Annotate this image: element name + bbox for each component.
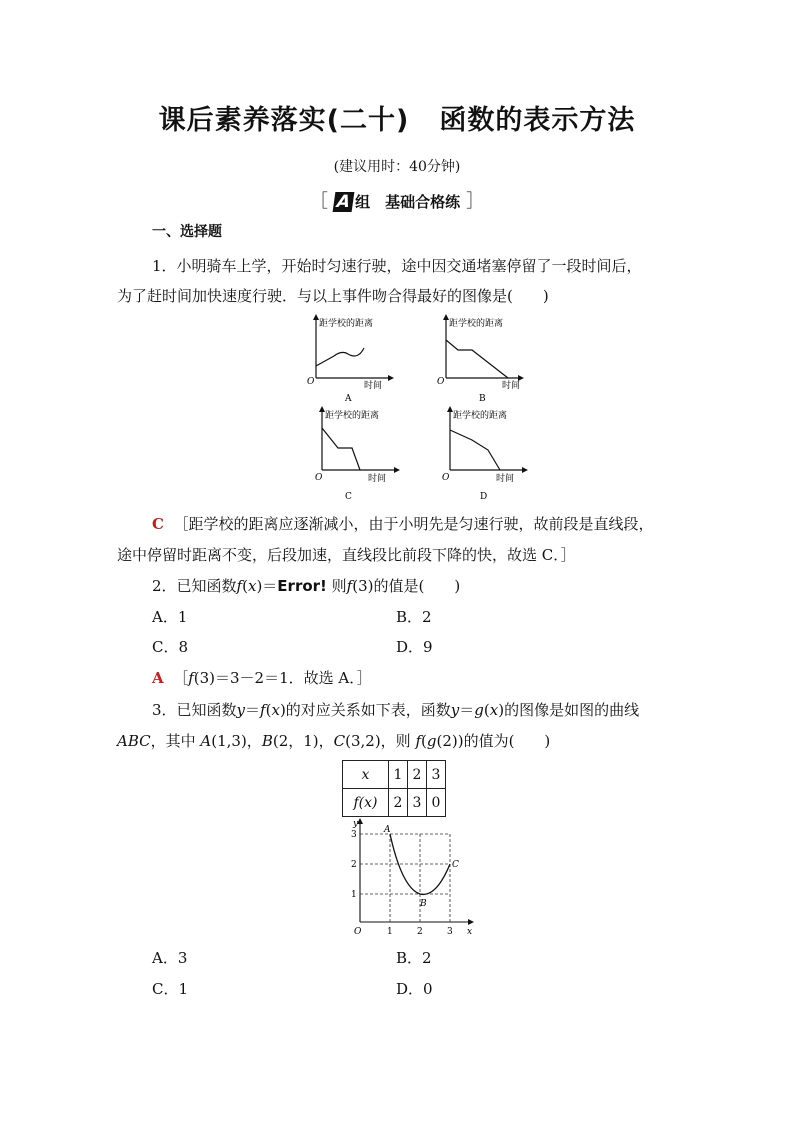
q3-graph-ylabel: y <box>353 819 359 829</box>
q3-s1e: ＝ <box>459 701 475 719</box>
q3-graph-xtick-2: 2 <box>417 927 423 937</box>
group-heading <box>0 187 794 213</box>
q1-graph-d <box>432 404 532 504</box>
graph-c-origin: O <box>315 473 323 483</box>
q3-s2c: (2，1)， <box>272 732 334 750</box>
q3-s1g2: )的图像是如图的曲线 <box>498 701 640 719</box>
q2-answer-line <box>152 668 372 688</box>
q2-stem-error: Error! <box>277 577 327 595</box>
q3-s2d: (3,2)，则 <box>345 732 416 750</box>
graph-b-ylabel: 距学校的距离 <box>449 319 504 329</box>
q1-graph-a <box>298 312 398 402</box>
q3-stem-line2 <box>117 731 550 751</box>
q3-s2B: B <box>261 732 273 750</box>
table-cell: 3 <box>427 761 446 789</box>
graph-b-origin: O <box>437 377 445 387</box>
q3-s2abc: ABC <box>117 732 151 750</box>
q3-option-d: D．0 <box>396 980 433 998</box>
graph-b-letter: B <box>479 394 486 402</box>
q1-stem-line1: 1．小明骑车上学，开始时匀速行驶，途中因交通堵塞停留了一段时间后， <box>152 257 642 275</box>
q2-stem-c: )＝ <box>256 577 278 595</box>
q2-stem-d: 则 <box>326 577 347 595</box>
q2-option-b: B．2 <box>396 608 432 626</box>
q3-s1f2: ( <box>483 701 490 719</box>
q2-option-a: A．1 <box>152 608 188 626</box>
graph-d-xlabel: 时间 <box>496 474 515 484</box>
q3-s2h: (2))的值为( ) <box>436 732 551 750</box>
q3-s2b: (1,3)， <box>211 732 262 750</box>
suggested-time: (建议用时：40分钟) <box>333 159 461 175</box>
graph-c-letter: C <box>345 492 352 502</box>
graph-a-letter: A <box>345 394 352 402</box>
group-letter: A <box>333 192 355 212</box>
q1-expl-1: ［距学校的距离应逐渐减小，由于小明先是匀速行驶，故前段是直线段， <box>173 515 654 533</box>
q3-s1y: y <box>236 701 246 719</box>
q3-graph-point-c: C <box>452 860 459 870</box>
q1-answer: C <box>152 515 164 533</box>
q2-stem-f3: f <box>346 577 353 595</box>
table-cell: 1 <box>389 761 408 789</box>
q3-s1f: f <box>260 701 266 719</box>
q3-function-table <box>342 760 446 817</box>
q3-s1g: g <box>474 701 484 719</box>
q1-graph-c <box>304 404 404 504</box>
table-cell: 2 <box>408 761 427 789</box>
q2-stem-f: f <box>236 577 243 595</box>
q3-s1y2: y <box>450 701 460 719</box>
group-bracket-right: ］ <box>466 191 485 212</box>
q3-option-b: B．2 <box>396 949 432 967</box>
q2-stem-a: 2．已知函数 <box>152 577 237 595</box>
q3-s2C: C <box>333 732 346 750</box>
q2-option-d: D．9 <box>396 638 433 656</box>
q3-graph-xtick-3: 3 <box>447 927 453 937</box>
q2-expl-f: f <box>188 669 194 687</box>
q3-s2A: A <box>200 732 212 750</box>
table-head-fx: f(x) <box>343 789 389 817</box>
graph-a-xlabel: 时间 <box>364 381 383 391</box>
table-row <box>343 789 446 817</box>
graph-a-ylabel: 距学校的距离 <box>319 319 374 329</box>
page-title <box>0 98 794 137</box>
q3-s2f: f <box>415 732 422 750</box>
q3-graph-origin: O <box>354 927 362 937</box>
q2-expl-open: ［ <box>173 669 189 687</box>
q3-graph-ytick-1: 1 <box>351 890 357 900</box>
q3-s1c: ( <box>265 701 272 719</box>
q1-graph-b <box>428 312 528 402</box>
graph-a-origin: O <box>307 377 315 387</box>
q3-graph-xlabel: x <box>467 927 473 937</box>
q3-s1x: x <box>271 701 280 719</box>
group-label: 组 基础合格练 <box>355 193 461 211</box>
graph-d-letter: D <box>480 492 488 502</box>
graph-d-origin: O <box>442 473 450 483</box>
graph-d-ylabel: 距学校的距离 <box>453 411 508 421</box>
q3-stem-line1 <box>152 700 639 720</box>
q3-s1x2: x <box>489 701 499 719</box>
q2-stem <box>152 576 460 596</box>
q3-graph-ytick-3: 3 <box>351 830 357 840</box>
table-cell: 2 <box>389 789 408 817</box>
q2-stem-x: x <box>247 577 257 595</box>
q3-graph-ytick-2: 2 <box>351 860 357 870</box>
q3-s2g: g <box>426 732 437 750</box>
group-bracket-left: ［ <box>309 191 328 212</box>
q2-answer: A <box>152 669 164 687</box>
q3-s1b: ＝ <box>245 701 261 719</box>
q3-s1a: 3．已知函数 <box>152 701 237 719</box>
q3-s1d: )的对应关系如下表，函数 <box>279 701 451 719</box>
graph-b-xlabel: 时间 <box>502 381 521 391</box>
q3-option-a: A．3 <box>152 949 188 967</box>
table-cell: 0 <box>427 789 446 817</box>
table-row <box>343 761 446 789</box>
q1-expl-2: 途中停留时距离不变，后段加速，直线段比前段下降的快，故选 C．］ <box>117 546 576 564</box>
table-cell: 3 <box>408 789 427 817</box>
graph-c-ylabel: 距学校的距离 <box>325 411 380 421</box>
q3-graph-point-a: A <box>384 825 391 835</box>
table-head-x: x <box>343 761 389 789</box>
q2-expl: (3)＝3－2＝1．故选 A．］ <box>193 669 372 687</box>
title-topic: 函数的表示方法 <box>439 105 636 136</box>
q1-answer-line1 <box>152 514 654 534</box>
q2-stem-e: (3)的值是( ) <box>352 577 461 595</box>
q2-option-c: C．8 <box>152 638 189 656</box>
q3-s2a: ，其中 <box>150 732 201 750</box>
q3-graph-point-b: B <box>420 899 427 909</box>
title-main: 课后素养落实(二十) <box>158 105 410 136</box>
q3-graph <box>340 816 480 938</box>
q1-stem-line2: 为了赶时间加快速度行驶．与以上事件吻合得最好的图像是( ) <box>117 287 549 305</box>
q3-s2e: ( <box>421 732 427 750</box>
graph-c-xlabel: 时间 <box>368 474 387 484</box>
q2-stem-b: ( <box>242 577 248 595</box>
q3-option-c: C．1 <box>152 980 189 998</box>
section-heading: 一、选择题 <box>152 224 222 240</box>
q3-graph-xtick-1: 1 <box>387 927 393 937</box>
